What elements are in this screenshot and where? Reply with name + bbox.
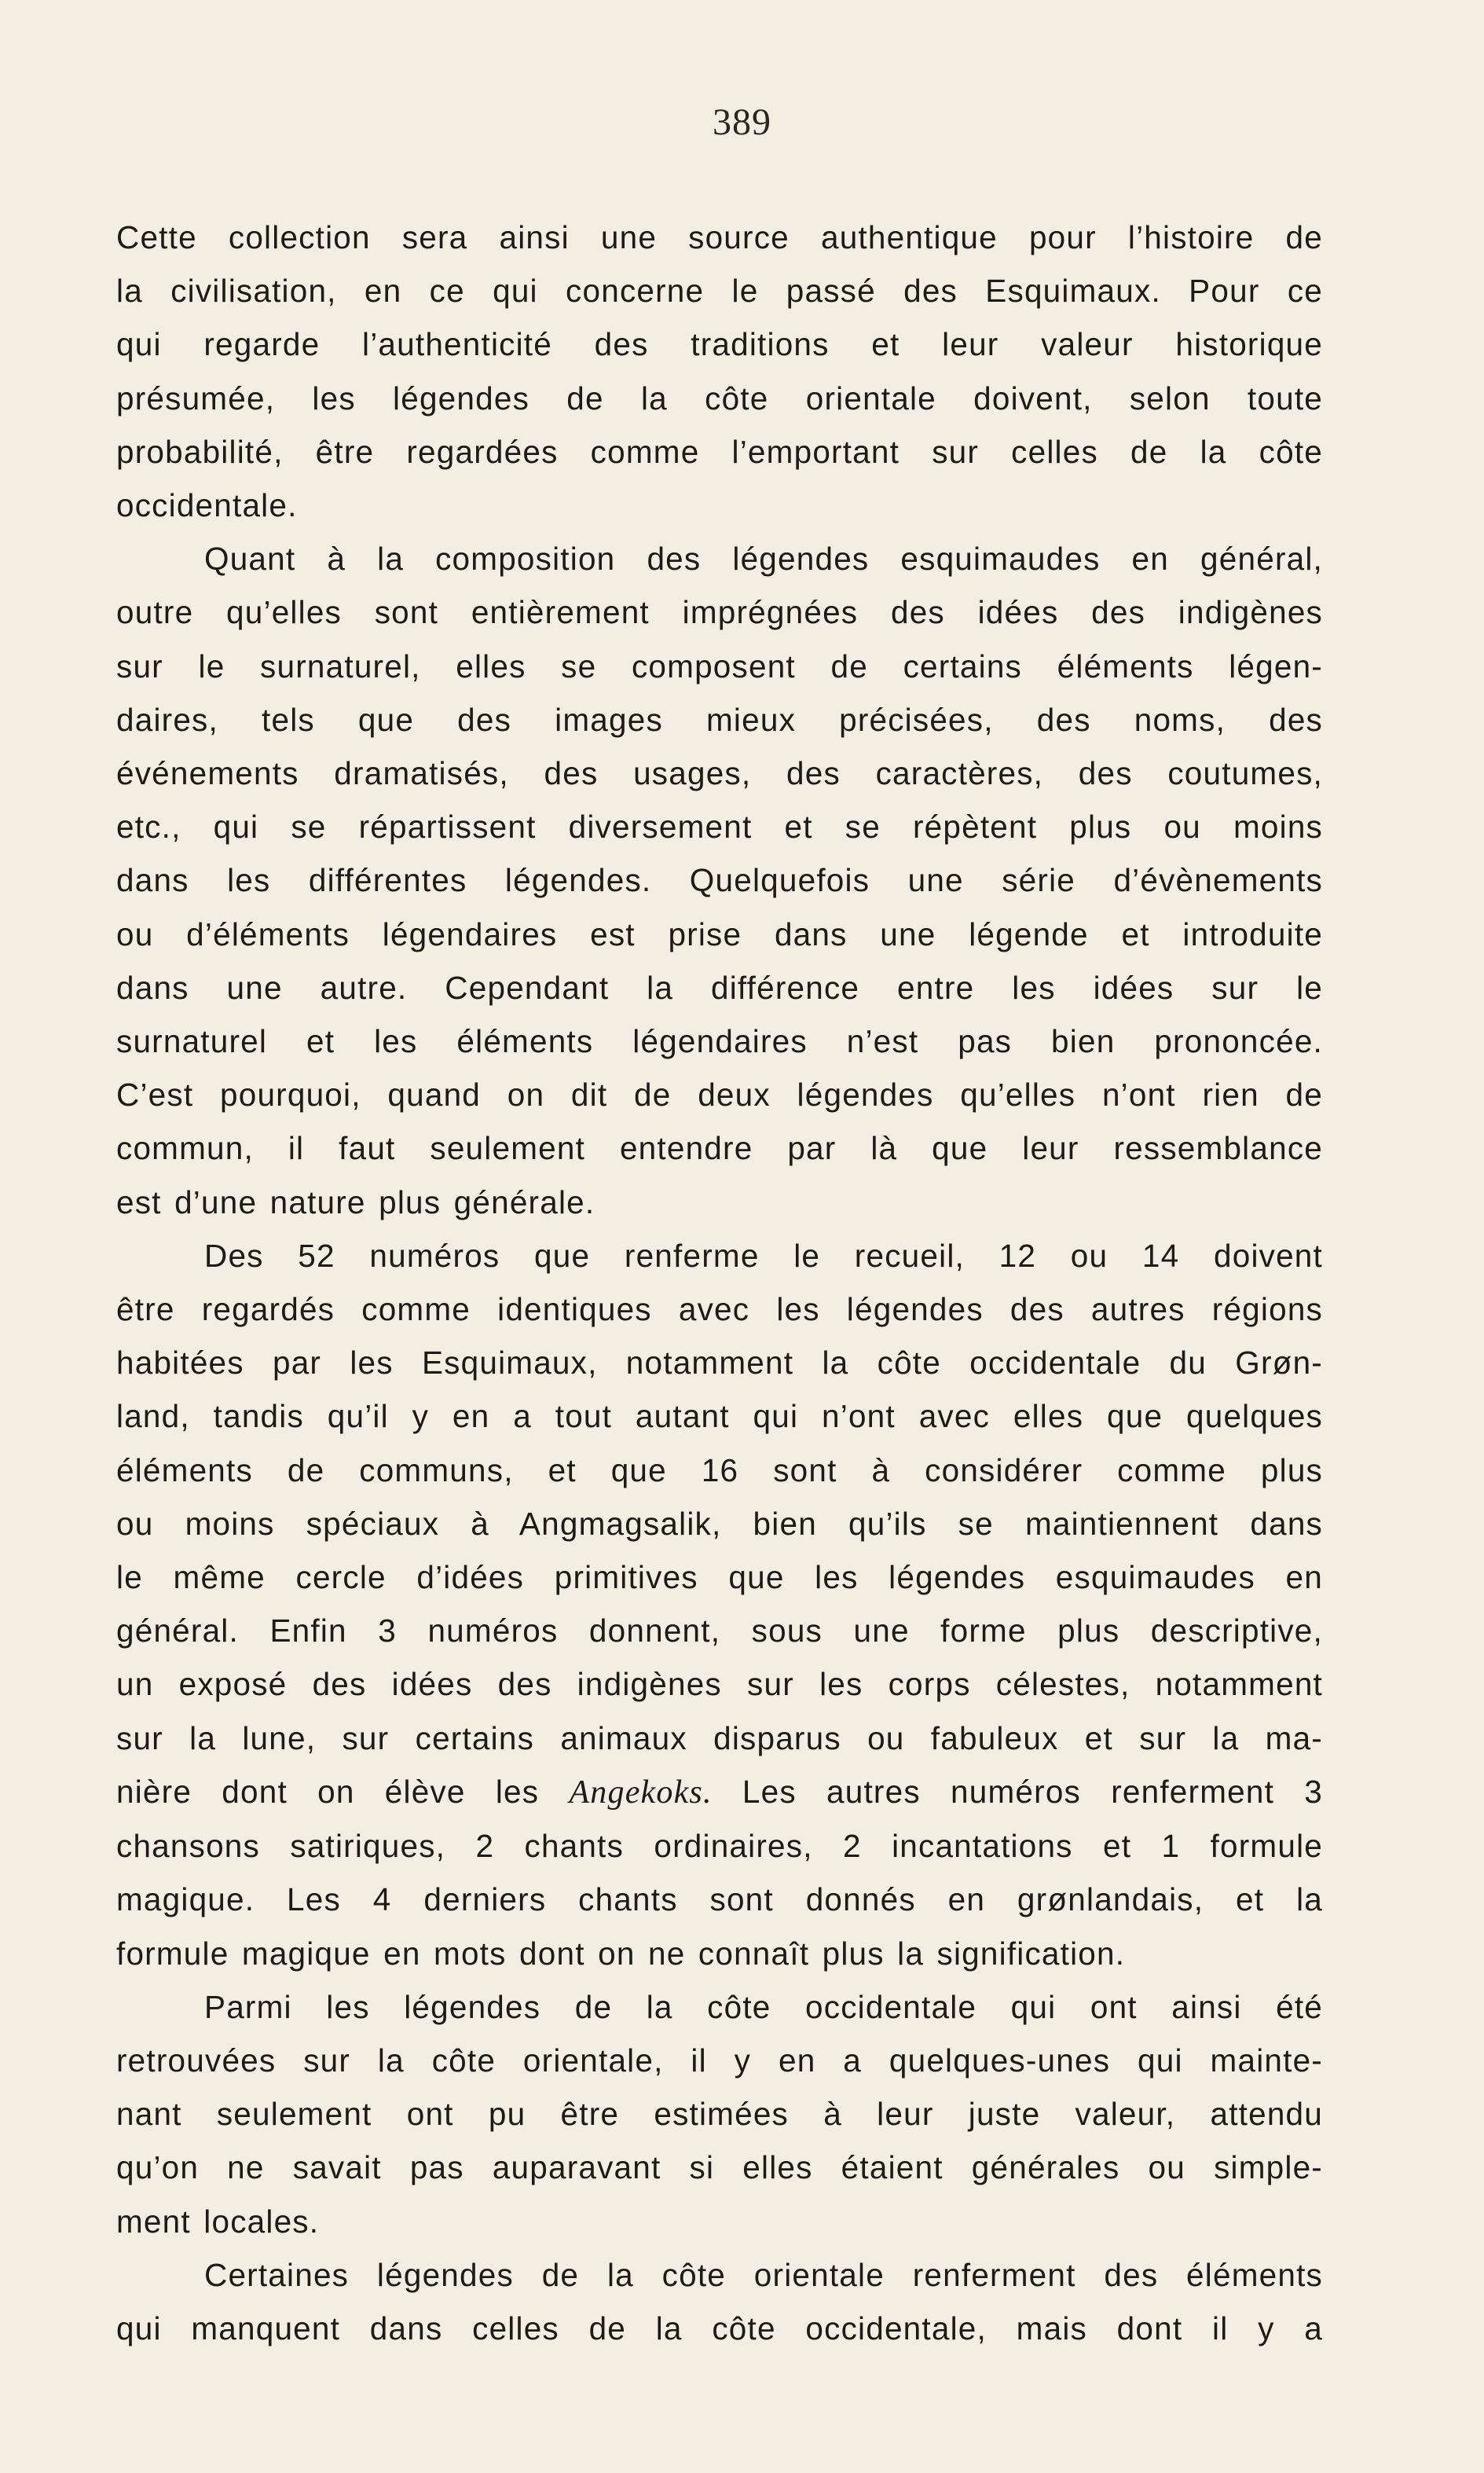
- text-line: Parmi les légendes de la côte occidentale qui ont ainsi été: [204, 1988, 1323, 2025]
- text-line: qui manquent dans celles de la côte occidentale, mais dont il y a: [116, 2310, 1323, 2346]
- text-line: C’est pourquoi, quand on dit de deux légendes qu’elles n’ont rien de: [116, 1077, 1323, 1114]
- text-line: être regardés comme identiques avec les légendes des autres régions: [116, 1291, 1323, 1328]
- text-line: surnaturel et les éléments légendaires n’est pas bien prononcée.: [116, 1023, 1323, 1060]
- text-line-with-italic: [116, 1765, 1323, 1819]
- text-line: land, tandis qu’il y en a tout autant qui n’ont avec elles que quelques: [116, 1398, 1323, 1435]
- text-line: probabilité, être regardées comme l’emportant sur celles de la côte: [116, 433, 1323, 470]
- text-line: la civilisation, en ce qui concerne le passé des Esquimaux. Pour ce: [116, 273, 1323, 310]
- text-line: Certaines légendes de la côte orientale renferment des éléments: [204, 2256, 1323, 2293]
- text-line: nant seulement ont pu être estimées à leur juste valeur, attendu: [116, 2096, 1323, 2133]
- text-line: événements dramatisés, des usages, des caractères, des coutumes,: [116, 755, 1323, 792]
- text-line: formule magique en mots dont on ne connaît plus la signification.: [116, 1935, 1126, 1972]
- text-line: est d’une nature plus générale.: [116, 1183, 595, 1220]
- text-line: retrouvées sur la côte orientale, il y en a quelques-unes qui mainte-: [116, 2042, 1323, 2079]
- text-line: occidentale.: [116, 487, 298, 524]
- text-line: éléments de communs, et que 16 sont à considérer comme plus: [116, 1451, 1323, 1488]
- text-line: commun, il faut seulement entendre par là que leur ressemblance: [116, 1130, 1323, 1167]
- text-line: ou moins spéciaux à Angmagsalik, bien qu’ils se maintiennent dans: [116, 1505, 1323, 1542]
- text-line: magique. Les 4 derniers chants sont donnés en grønlandais, et la: [116, 1881, 1323, 1918]
- text-line: ou d’éléments légendaires est prise dans une légende et introduite: [116, 915, 1323, 952]
- text-line: un exposé des idées des indigènes sur les corps célestes, notamment: [116, 1666, 1323, 1703]
- text-line: qu’on ne savait pas auparavant si elles étaient générales ou simple-: [116, 2149, 1323, 2186]
- text-line: Des 52 numéros que renferme le recueil, 12 ou 14 doivent: [204, 1237, 1323, 1274]
- page-number: 389: [713, 101, 771, 143]
- text-line: le même cercle d’idées primitives que les légendes esquimaudes en: [116, 1559, 1323, 1596]
- text-line: chansons satiriques, 2 chants ordinaires, 2 incantations et 1 formule: [116, 1828, 1323, 1865]
- text-line: qui regarde l’authenticité des traditions et leur valeur historique: [116, 326, 1323, 363]
- text-line: daires, tels que des images mieux précisées, des noms, des: [116, 701, 1323, 738]
- text-line: sur la lune, sur certains animaux disparus ou fabuleux et sur la ma-: [116, 1719, 1323, 1756]
- text-line: général. Enfin 3 numéros donnent, sous une forme plus descriptive,: [116, 1613, 1323, 1649]
- text-line: habitées par les Esquimaux, notamment la côte occidentale du Grøn-: [116, 1345, 1323, 1381]
- text-segment: Les autres numéros renferment 3: [712, 1773, 1323, 1810]
- text-line: dans les différentes légendes. Quelquefois une série d’évènements: [116, 862, 1323, 899]
- text-line: Quant à la composition des légendes esquimaudes en général,: [204, 541, 1323, 578]
- text-line: présumée, les légendes de la côte orientale doivent, selon toute: [116, 380, 1323, 416]
- text-line: Cette collection sera ainsi une source authentique pour l’histoire de: [116, 219, 1323, 255]
- text-line: ment locales.: [116, 2203, 320, 2240]
- text-line: sur le surnaturel, elles se composent de certains éléments légen-: [116, 648, 1323, 684]
- body-text: [116, 211, 1323, 2355]
- text-line: etc., qui se répartissent diversement et se répètent plus ou moins: [116, 809, 1323, 846]
- italic-term: Angekoks.: [569, 1774, 713, 1811]
- text-line: dans une autre. Cependant la différence entre les idées sur le: [116, 969, 1323, 1006]
- text-line: outre qu’elles sont entièrement imprégnées des idées des indigènes: [116, 594, 1323, 631]
- text-segment: nière dont on élève les: [116, 1773, 570, 1810]
